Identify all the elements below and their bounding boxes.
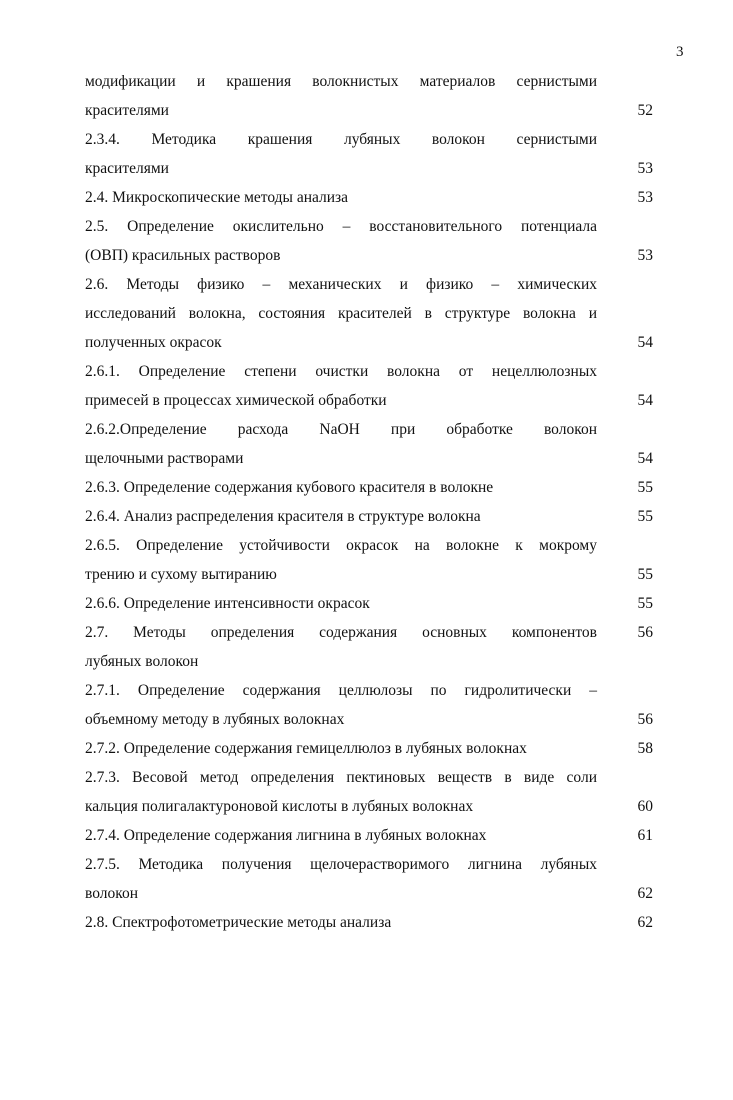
toc-entry-page-number: 62 bbox=[637, 914, 653, 931]
toc-entry bbox=[85, 850, 653, 908]
toc-entry-text-line: 2.6.3. Определение содержания кубового красителя в волокне bbox=[85, 479, 494, 496]
toc-entry-page-number: 55 bbox=[637, 479, 653, 496]
toc-entry bbox=[85, 183, 653, 212]
toc-entry-page-number: 55 bbox=[637, 595, 653, 612]
toc-entry bbox=[85, 531, 653, 589]
toc-entry-text-line: 2.7. Методы определения содержания основных компонентов bbox=[85, 624, 597, 641]
toc-entry bbox=[85, 821, 653, 850]
toc-entry-text-line: 2.7.3. Весовой метод определения пектиновых веществ в виде соли bbox=[85, 769, 597, 786]
toc-entry-text-line: объемному методу в лубяных волокнах bbox=[85, 711, 345, 728]
toc-entry bbox=[85, 502, 653, 531]
toc-entry-text-line: 2.6.1. Определение степени очистки волокна от нецеллюлозных bbox=[85, 363, 597, 380]
toc-entry-text-line: щелочными растворами bbox=[85, 450, 244, 467]
toc-entry bbox=[85, 618, 653, 676]
toc-entry-page-number: 54 bbox=[637, 334, 653, 351]
toc-entry-page-number: 55 bbox=[637, 508, 653, 525]
toc-entry-text-line: модификации и крашения волокнистых материалов сернистыми bbox=[85, 73, 597, 90]
toc-entry-text-line: 2.4. Микроскопические методы анализа bbox=[85, 189, 349, 206]
toc-entry-page-number: 56 bbox=[637, 711, 653, 728]
table-of-contents bbox=[85, 67, 653, 937]
toc-entry-page-number: 56 bbox=[637, 624, 653, 641]
toc-entry-page-number: 60 bbox=[637, 798, 653, 815]
toc-entry bbox=[85, 763, 653, 821]
toc-entry-text-line: 2.3.4. Методика крашения лубяных волокон сернистыми bbox=[85, 131, 597, 148]
toc-entry-text-line: 2.7.1. Определение содержания целлюлозы по гидролитически – bbox=[85, 682, 597, 699]
toc-entry-page-number: 52 bbox=[637, 102, 653, 119]
toc-entry-text-line: лубяных волокон bbox=[85, 653, 199, 670]
toc-entry-text-line: волокон bbox=[85, 885, 139, 902]
toc-entry-text-line: 2.5. Определение окислительно – восстановительного потенциала bbox=[85, 218, 597, 235]
toc-entry-page-number: 54 bbox=[637, 450, 653, 467]
toc-entry bbox=[85, 473, 653, 502]
toc-entry-page-number: 61 bbox=[637, 827, 653, 844]
page-number: 3 bbox=[676, 44, 684, 60]
toc-entry-text-line: примесей в процессах химической обработки bbox=[85, 392, 387, 409]
toc-entry-text-line: 2.6.2.Определение расхода NaOH при обработке волокон bbox=[85, 421, 597, 438]
toc-entry-text-line: 2.7.4. Определение содержания лигнина в лубяных волокнах bbox=[85, 827, 487, 844]
toc-entry-page-number: 53 bbox=[637, 247, 653, 264]
toc-entry-text-line: полученных окрасок bbox=[85, 334, 222, 351]
toc-entry bbox=[85, 589, 653, 618]
toc-entry-text-line: 2.6.5. Определение устойчивости окрасок на волокне к мокрому bbox=[85, 537, 597, 554]
toc-entry bbox=[85, 67, 653, 125]
toc-entry-text-line: 2.6.4. Анализ распределения красителя в структуре волокна bbox=[85, 508, 481, 525]
toc-entry-text-line: 2.7.5. Методика получения щелочерастворимого лигнина лубяных bbox=[85, 856, 597, 873]
toc-entry bbox=[85, 357, 653, 415]
toc-entry-page-number: 53 bbox=[637, 160, 653, 177]
toc-entry-text-line: кальция полигалактуроновой кислоты в лубяных волокнах bbox=[85, 798, 474, 815]
toc-entry bbox=[85, 270, 653, 357]
toc-entry-text-line: красителями bbox=[85, 160, 169, 177]
toc-entry bbox=[85, 734, 653, 763]
toc-entry-page-number: 55 bbox=[637, 566, 653, 583]
toc-entry-text-line: (ОВП) красильных растворов bbox=[85, 247, 281, 264]
toc-entry-text-line: 2.7.2. Определение содержания гемицеллюлоз в лубяных волокнах bbox=[85, 740, 527, 757]
toc-entry bbox=[85, 415, 653, 473]
toc-entry-page-number: 62 bbox=[637, 885, 653, 902]
toc-entry-text-line: трению и сухому вытиранию bbox=[85, 566, 277, 583]
toc-entry-text-line: 2.6. Методы физико – механических и физико – химических bbox=[85, 276, 597, 293]
toc-entry-text-line: исследований волокна, состояния красителей в структуре волокна и bbox=[85, 305, 597, 322]
toc-entry-text-line: красителями bbox=[85, 102, 169, 119]
toc-entry-page-number: 53 bbox=[637, 189, 653, 206]
toc-entry-page-number: 54 bbox=[637, 392, 653, 409]
toc-entry bbox=[85, 212, 653, 270]
toc-entry bbox=[85, 908, 653, 937]
toc-entry-text-line: 2.8. Спектрофотометрические методы анализа bbox=[85, 914, 392, 931]
toc-entry bbox=[85, 125, 653, 183]
toc-entry-page-number: 58 bbox=[637, 740, 653, 757]
toc-entry-text-line: 2.6.6. Определение интенсивности окрасок bbox=[85, 595, 370, 612]
toc-entry bbox=[85, 676, 653, 734]
